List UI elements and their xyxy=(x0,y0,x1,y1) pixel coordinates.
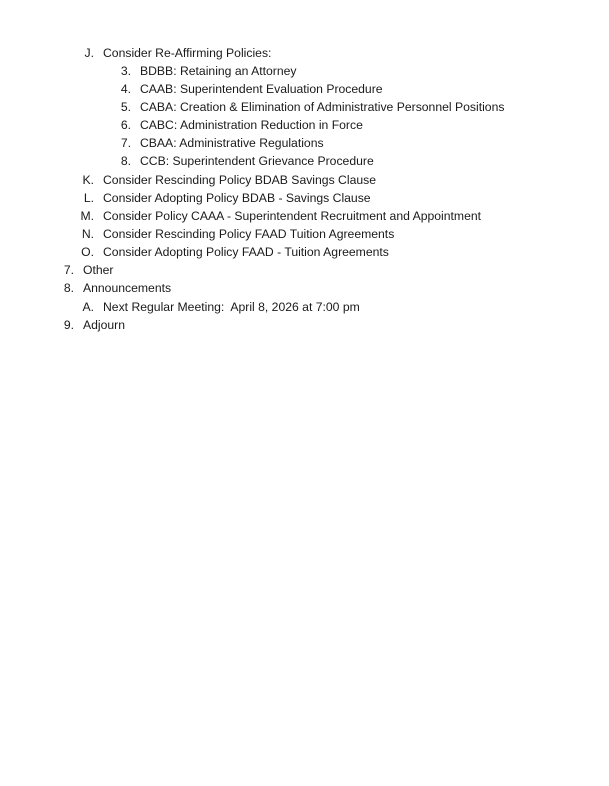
item-text: Consider Rescinding Policy BDAB Savings Clause xyxy=(103,173,376,187)
item-text: Consider Re-Affirming Policies: xyxy=(103,46,272,60)
item-text: CCB: Superintendent Grievance Procedure xyxy=(140,154,374,168)
item-marker: 8. xyxy=(63,281,74,295)
item-marker: 8. xyxy=(120,154,131,168)
item-marker: L. xyxy=(83,191,94,205)
item-marker: A. xyxy=(82,300,94,314)
item-marker: K. xyxy=(82,173,94,187)
item-text: Consider Policy CAAA - Superintendent Recruitment and Appointment xyxy=(103,209,482,223)
item-text: Adjourn xyxy=(83,318,126,332)
item-text: Next Regular Meeting: April 8, 2026 at 7:00 pm xyxy=(103,300,360,314)
item-text: Announcements xyxy=(83,281,172,295)
item-marker: 7. xyxy=(63,263,74,277)
item-marker: J. xyxy=(84,46,94,60)
item-marker: 3. xyxy=(120,64,131,78)
item-marker: 5. xyxy=(120,100,131,114)
item-text: CABC: Administration Reduction in Force xyxy=(140,118,363,132)
item-marker: 4. xyxy=(120,82,131,96)
item-marker: 6. xyxy=(120,118,131,132)
item-marker: O. xyxy=(81,245,94,259)
item-text: CBAA: Administrative Regulations xyxy=(140,136,324,150)
item-text: Other xyxy=(83,263,114,277)
item-marker: 9. xyxy=(63,318,74,332)
item-text: Consider Adopting Policy FAAD - Tuition Agreements xyxy=(103,245,389,259)
item-marker: 7. xyxy=(120,136,131,150)
item-text: Consider Adopting Policy BDAB - Savings Clause xyxy=(103,191,371,205)
item-text: BDBB: Retaining an Attorney xyxy=(140,64,297,78)
item-text: CAAB: Superintendent Evaluation Procedure xyxy=(140,82,383,96)
item-marker: M. xyxy=(80,209,94,223)
item-text: CABA: Creation & Elimination of Administrative Personnel Positions xyxy=(140,100,505,114)
item-marker: N. xyxy=(81,227,94,241)
item-text: Consider Rescinding Policy FAAD Tuition Agreements xyxy=(103,227,395,241)
